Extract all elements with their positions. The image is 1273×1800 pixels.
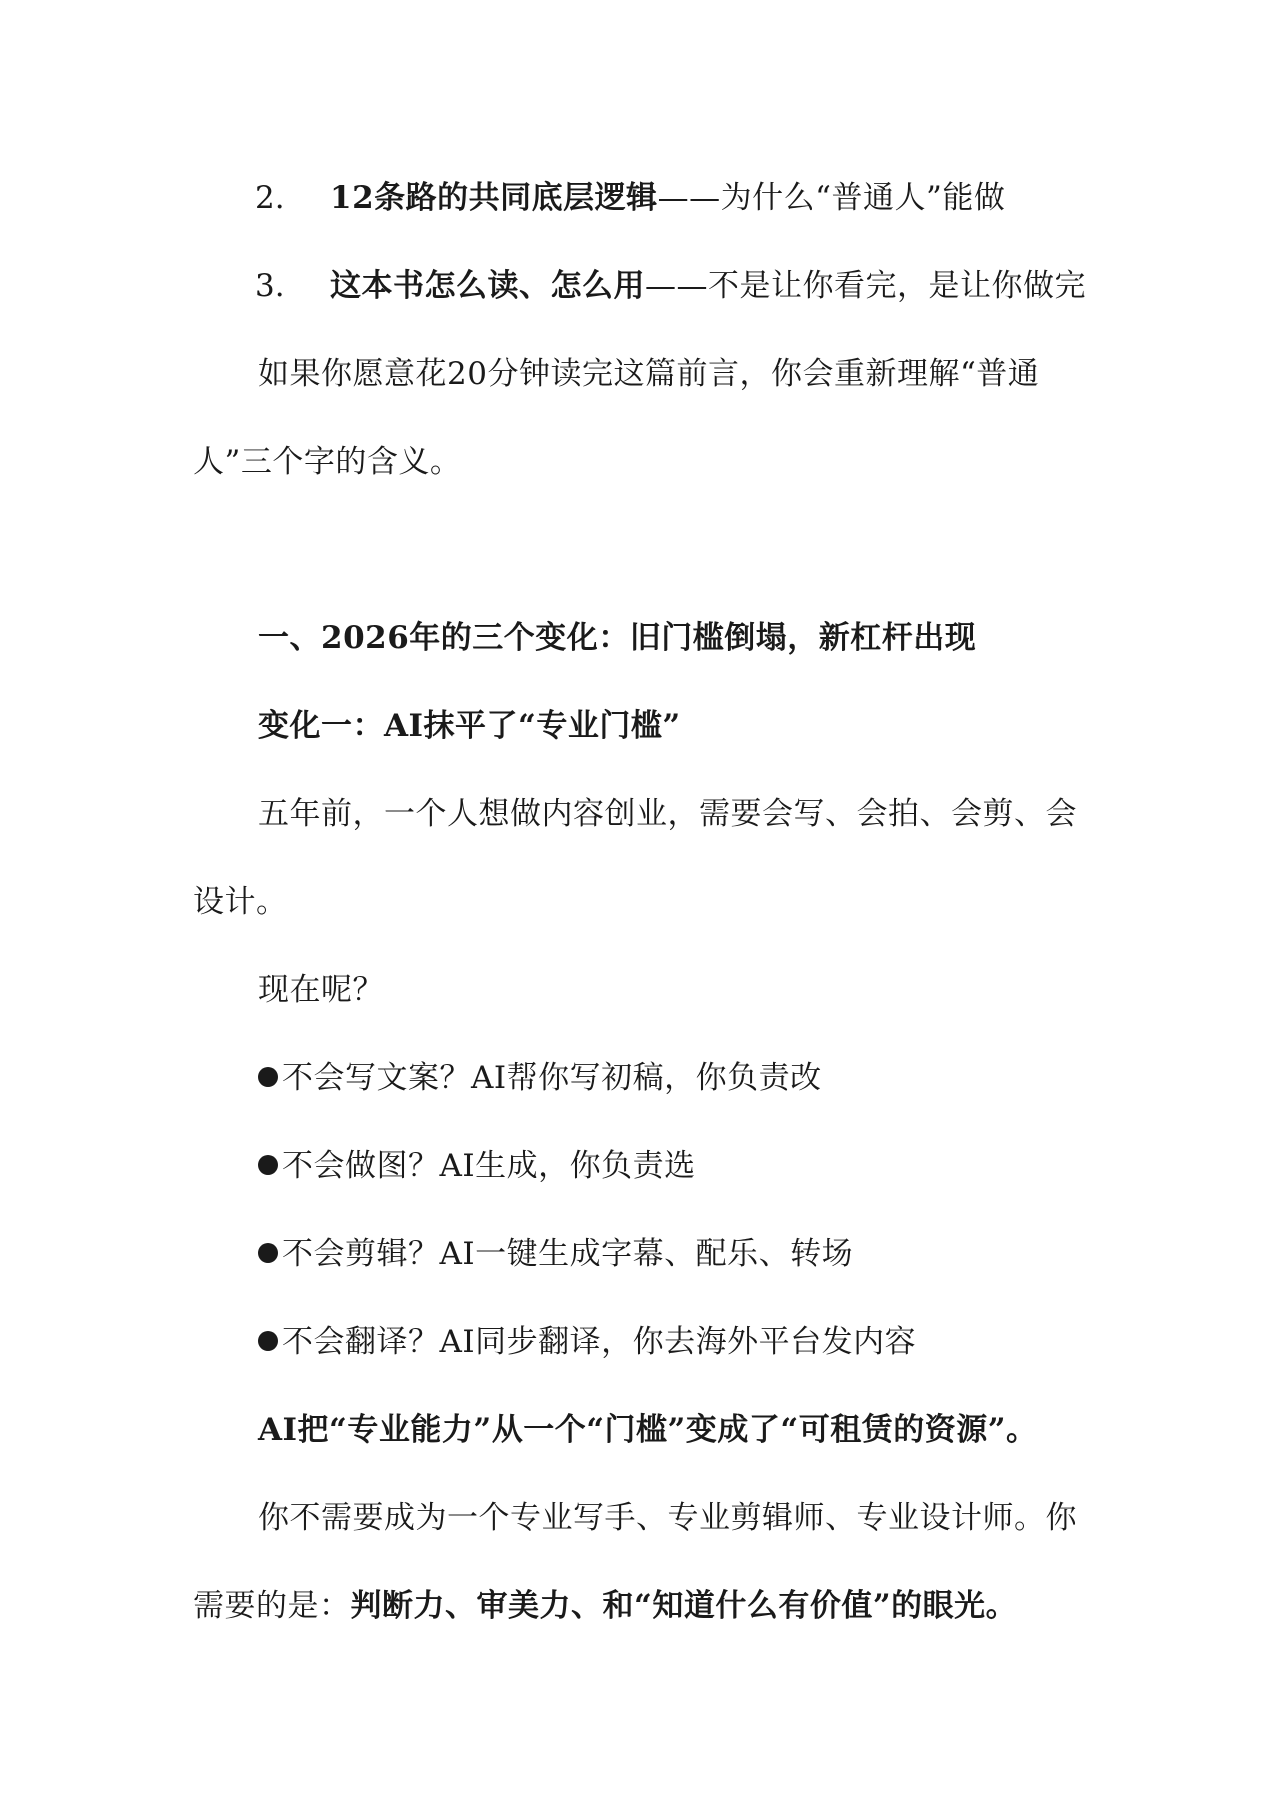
list-number-2: 2. <box>255 180 285 216</box>
section-heading: 一、2026年的三个变化：旧门槛倒塌，新杠杆出现 <box>258 620 977 656</box>
bullet-dot-icon <box>258 1243 278 1263</box>
bullet-item <box>258 1146 696 1186</box>
bullet-text: 不会做图？AI生成，你负责选 <box>282 1148 696 1184</box>
bullet-item <box>258 1234 853 1274</box>
bold-statement: AI把“专业能力”从一个“门槛”变成了“可租赁的资源”。 <box>258 1412 1038 1448</box>
bullet-text: 不会翻译？AI同步翻译，你去海外平台发内容 <box>282 1324 917 1360</box>
intro-line-1: 如果你愿意花20分钟读完这篇前言，你会重新理解“普通 <box>258 356 1040 392</box>
list-item-3-bold: 这本书怎么读、怎么用 <box>330 268 645 304</box>
para2-line-2-bold: 判断力、审美力、和“知道什么有价值”的眼光。 <box>350 1588 1018 1624</box>
list-item-2-rest: ——为什么“普通人”能做 <box>657 180 1006 216</box>
list-item-2-bold: 12条路的共同底层逻辑 <box>330 180 658 216</box>
bullet-item <box>258 1322 916 1362</box>
bullet-dot-icon <box>258 1155 278 1175</box>
bullet-text: 不会剪辑？AI一键生成字幕、配乐、转场 <box>282 1236 854 1272</box>
sub-heading: 变化一：AI抹平了“专业门槛” <box>258 708 681 744</box>
para2-line-2 <box>193 1586 1017 1626</box>
bullet-dot-icon <box>258 1067 278 1087</box>
para2-line-2-prefix: 需要的是： <box>193 1588 351 1624</box>
para1-line-2: 设计。 <box>193 884 288 920</box>
list-item-3 <box>330 266 1086 306</box>
now-question: 现在呢？ <box>258 972 384 1008</box>
intro-line-2: 人”三个字的含义。 <box>193 444 462 480</box>
bullet-text: 不会写文案？AI帮你写初稿，你负责改 <box>282 1060 822 1096</box>
bullet-item <box>258 1058 822 1098</box>
list-number-3: 3. <box>255 268 285 304</box>
bullet-dot-icon <box>258 1331 278 1351</box>
para2-line-1: 你不需要成为一个专业写手、专业剪辑师、专业设计师。你 <box>258 1500 1077 1536</box>
list-item-2 <box>330 178 1005 218</box>
list-item-3-rest: ——不是让你看完，是让你做完 <box>645 268 1086 304</box>
para1-line-1: 五年前，一个人想做内容创业，需要会写、会拍、会剪、会 <box>258 796 1077 832</box>
